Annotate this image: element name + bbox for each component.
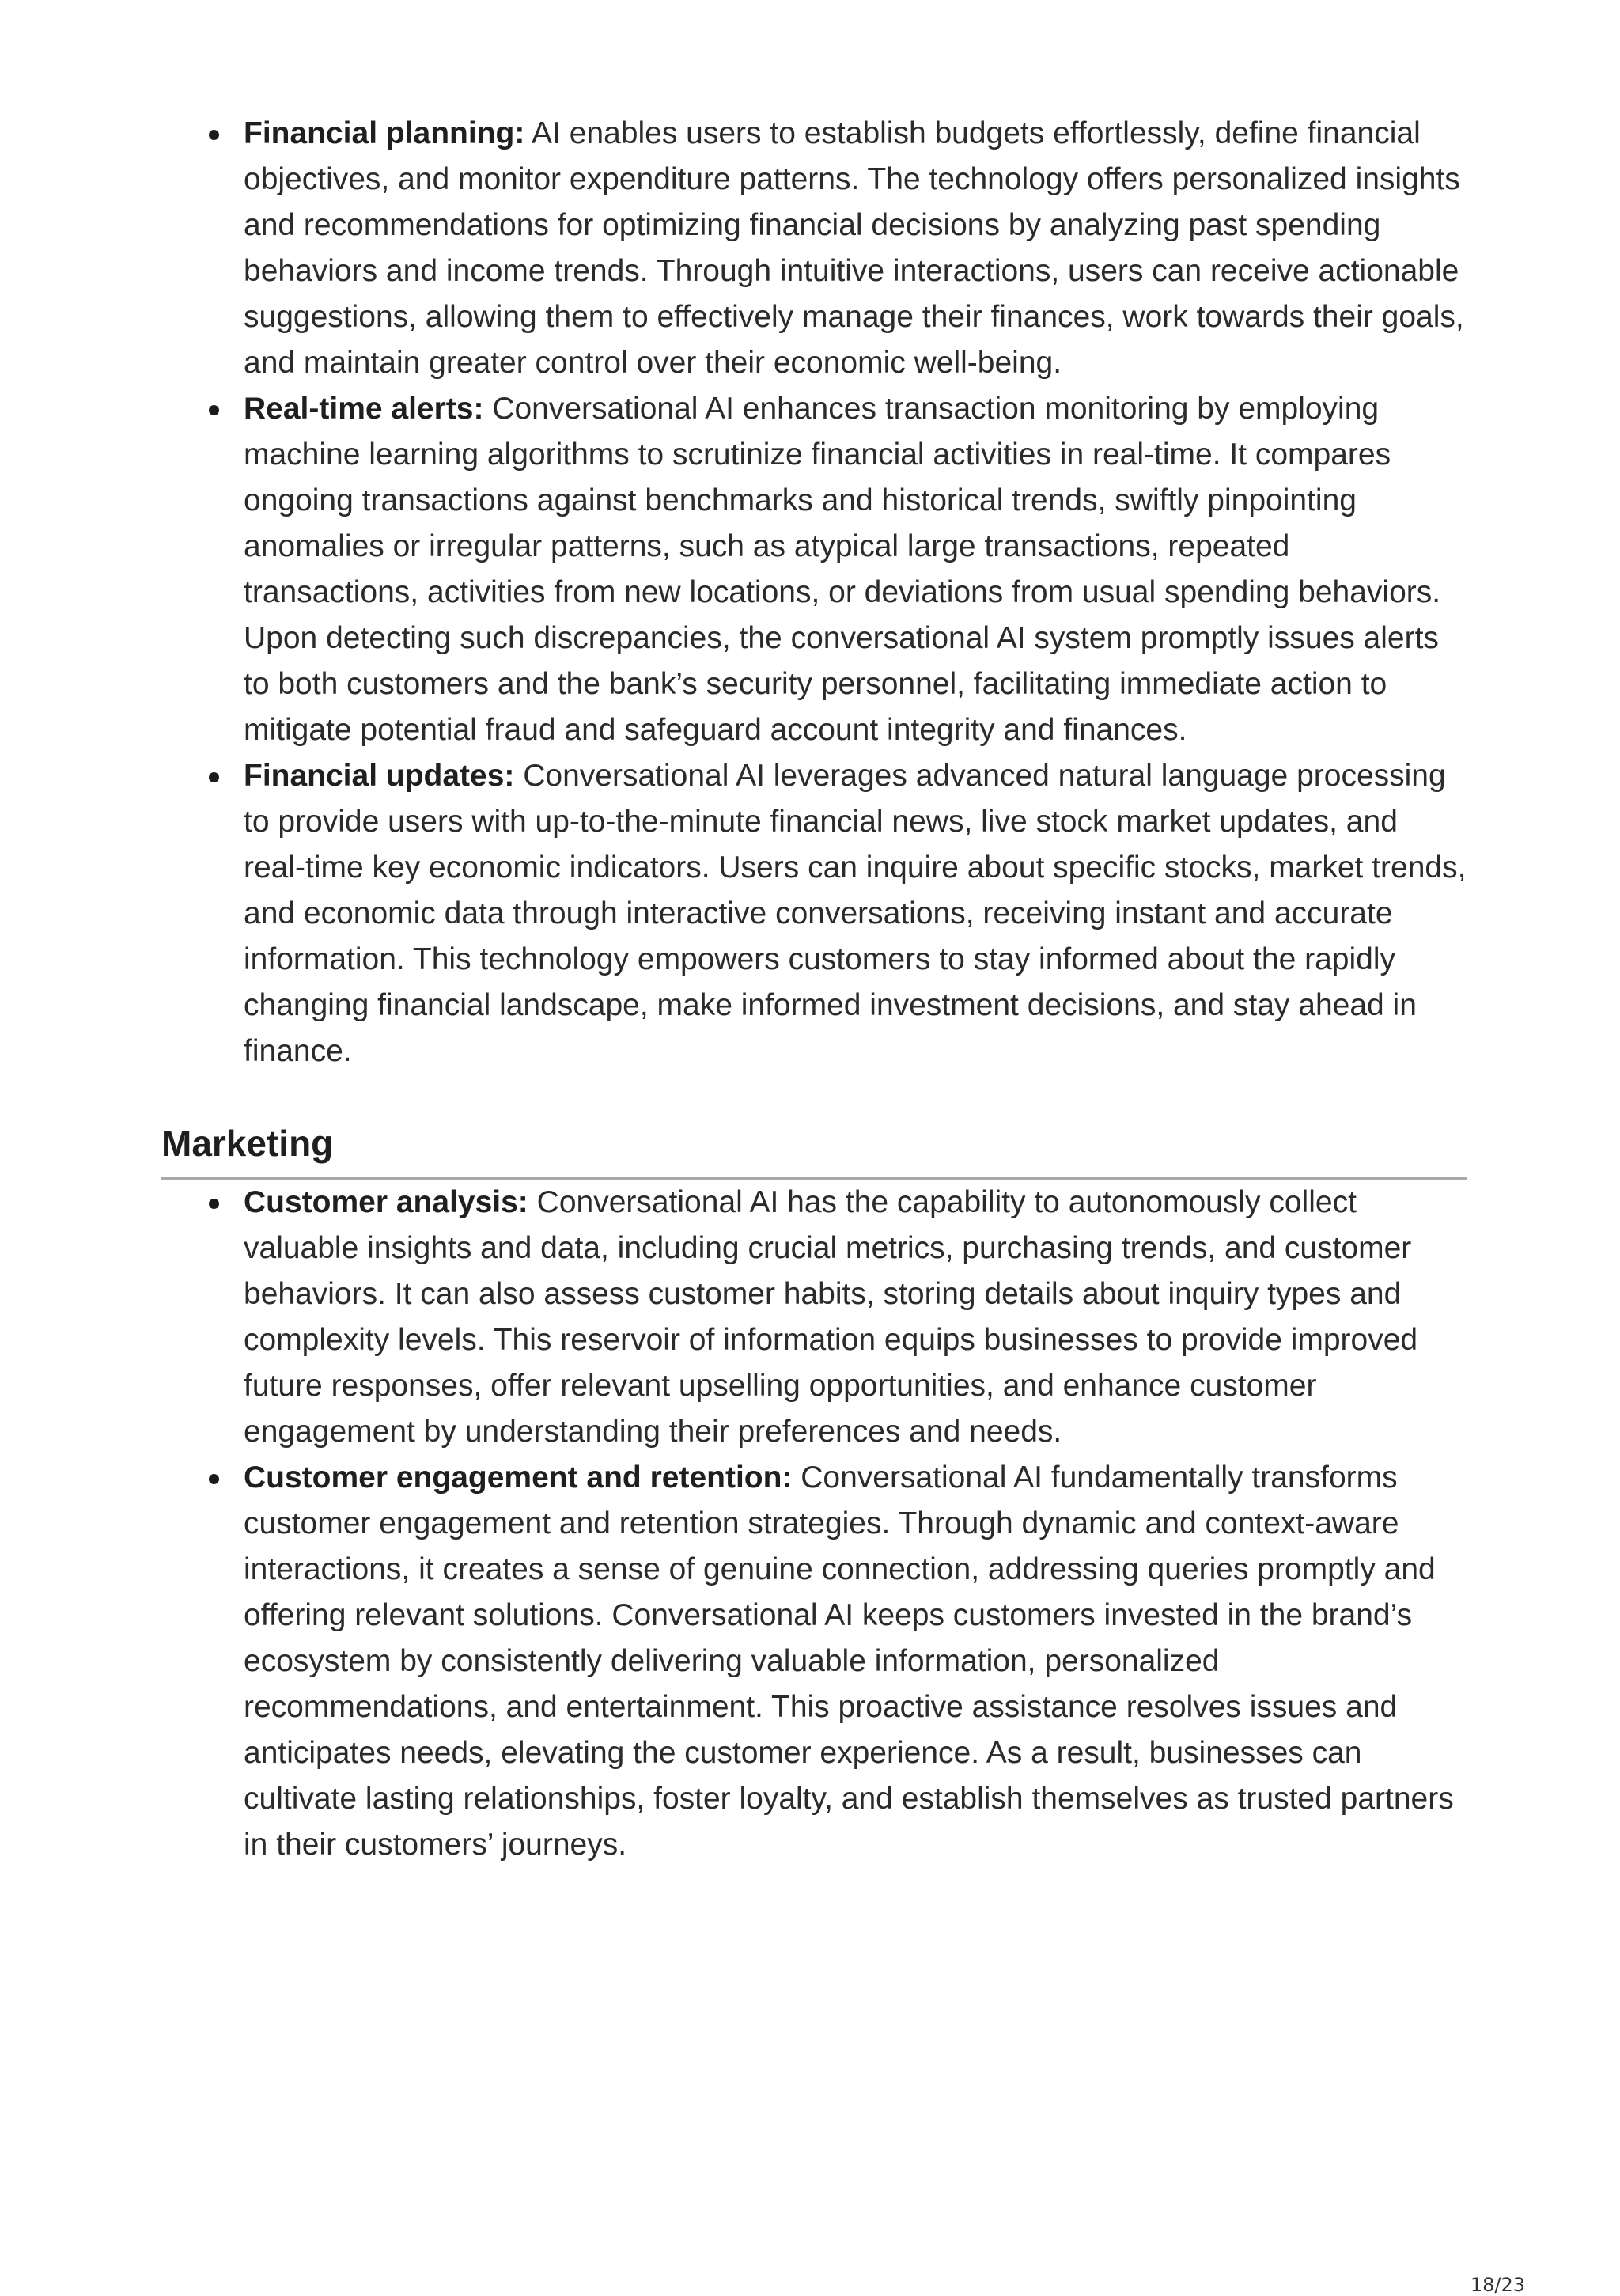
list-item-text: AI enables users to establish budgets effortlessly, define financial objectives, and monitor expenditure patterns. The technology offers personalized insights and recommendations for optimizing financial decisions by analyzing past spending behaviors and income trends. Through intuitive interactions, users can receive actionable suggestions, allowing them to effectively manage their finances, work towards their goals, and maintain greater control over their economic well-being. — [244, 116, 1464, 380]
list-item-financial-planning — [244, 111, 1467, 386]
list-item-text: Conversational AI has the capability to autonomously collect valuable insights and data, including crucial metrics, purchasing trends, and customer behaviors. It can also assess customer habits, storing details about inquiry types and complexity levels. This reservoir of information equips businesses to provide improved future responses, offer relevant upselling opportunities, and enhance customer engagement by understanding their preferences and needs. — [244, 1185, 1418, 1449]
page-number: 18/23 — [1470, 2274, 1525, 2296]
list-item-text: Conversational AI leverages advanced natural language processing to provide users with up-to-the-minute financial news, live stock market updates, and real-time key economic indicators. Users can inquire about specific stocks, market trends, and economic data through interactive conversations, receiving instant and accurate information. This technology empowers customers to stay informed about the rapidly changing financial landscape, make informed investment decisions, and stay ahead in finance. — [244, 759, 1467, 1068]
list-item-term: Financial planning: — [244, 116, 525, 150]
list-item-text: Conversational AI fundamentally transforms customer engagement and retention strategies. Through dynamic and context-aware interactions, it creates a sense of genuine connection, addressing queries promptly and offering relevant solutions. Conversational AI keeps customers invested in the brand’s ecosystem by consistently delivering valuable information, personalized recommendations, and entertainment. This proactive assistance resolves issues and anticipates needs, elevating the customer experience. As a result, businesses can cultivate lasting relationships, foster loyalty, and establish themselves as trusted partners in their customers’ journeys. — [244, 1461, 1454, 1862]
list-item-real-time-alerts — [244, 386, 1467, 753]
list-item-customer-analysis — [244, 1180, 1467, 1455]
list-item-financial-updates — [244, 753, 1467, 1074]
list-item-term: Customer analysis: — [244, 1185, 528, 1219]
list-item-customer-engagement — [244, 1455, 1467, 1868]
list-item-text: Conversational AI enhances transaction monitoring by employing machine learning algorithms to scrutinize financial activities in real-time. It compares ongoing transactions against benchmarks and historical trends, swiftly pinpointing anomalies or irregular patterns, such as atypical large transactions, repeated transactions, activities from new locations, or deviations from usual spending behaviors. Upon detecting such discrepancies, the conversational AI system promptly issues alerts to both customers and the bank’s security personnel, facilitating immediate action to mitigate potential fraud and safeguard account integrity and finances. — [244, 392, 1441, 747]
section-heading-marketing: Marketing — [161, 1120, 1467, 1180]
finance-bullet-list — [161, 111, 1467, 1074]
list-item-term: Real-time alerts: — [244, 392, 484, 426]
page-content — [161, 111, 1467, 1868]
marketing-bullet-list — [161, 1180, 1467, 1868]
list-item-term: Financial updates: — [244, 759, 515, 793]
list-item-term: Customer engagement and retention: — [244, 1461, 793, 1495]
